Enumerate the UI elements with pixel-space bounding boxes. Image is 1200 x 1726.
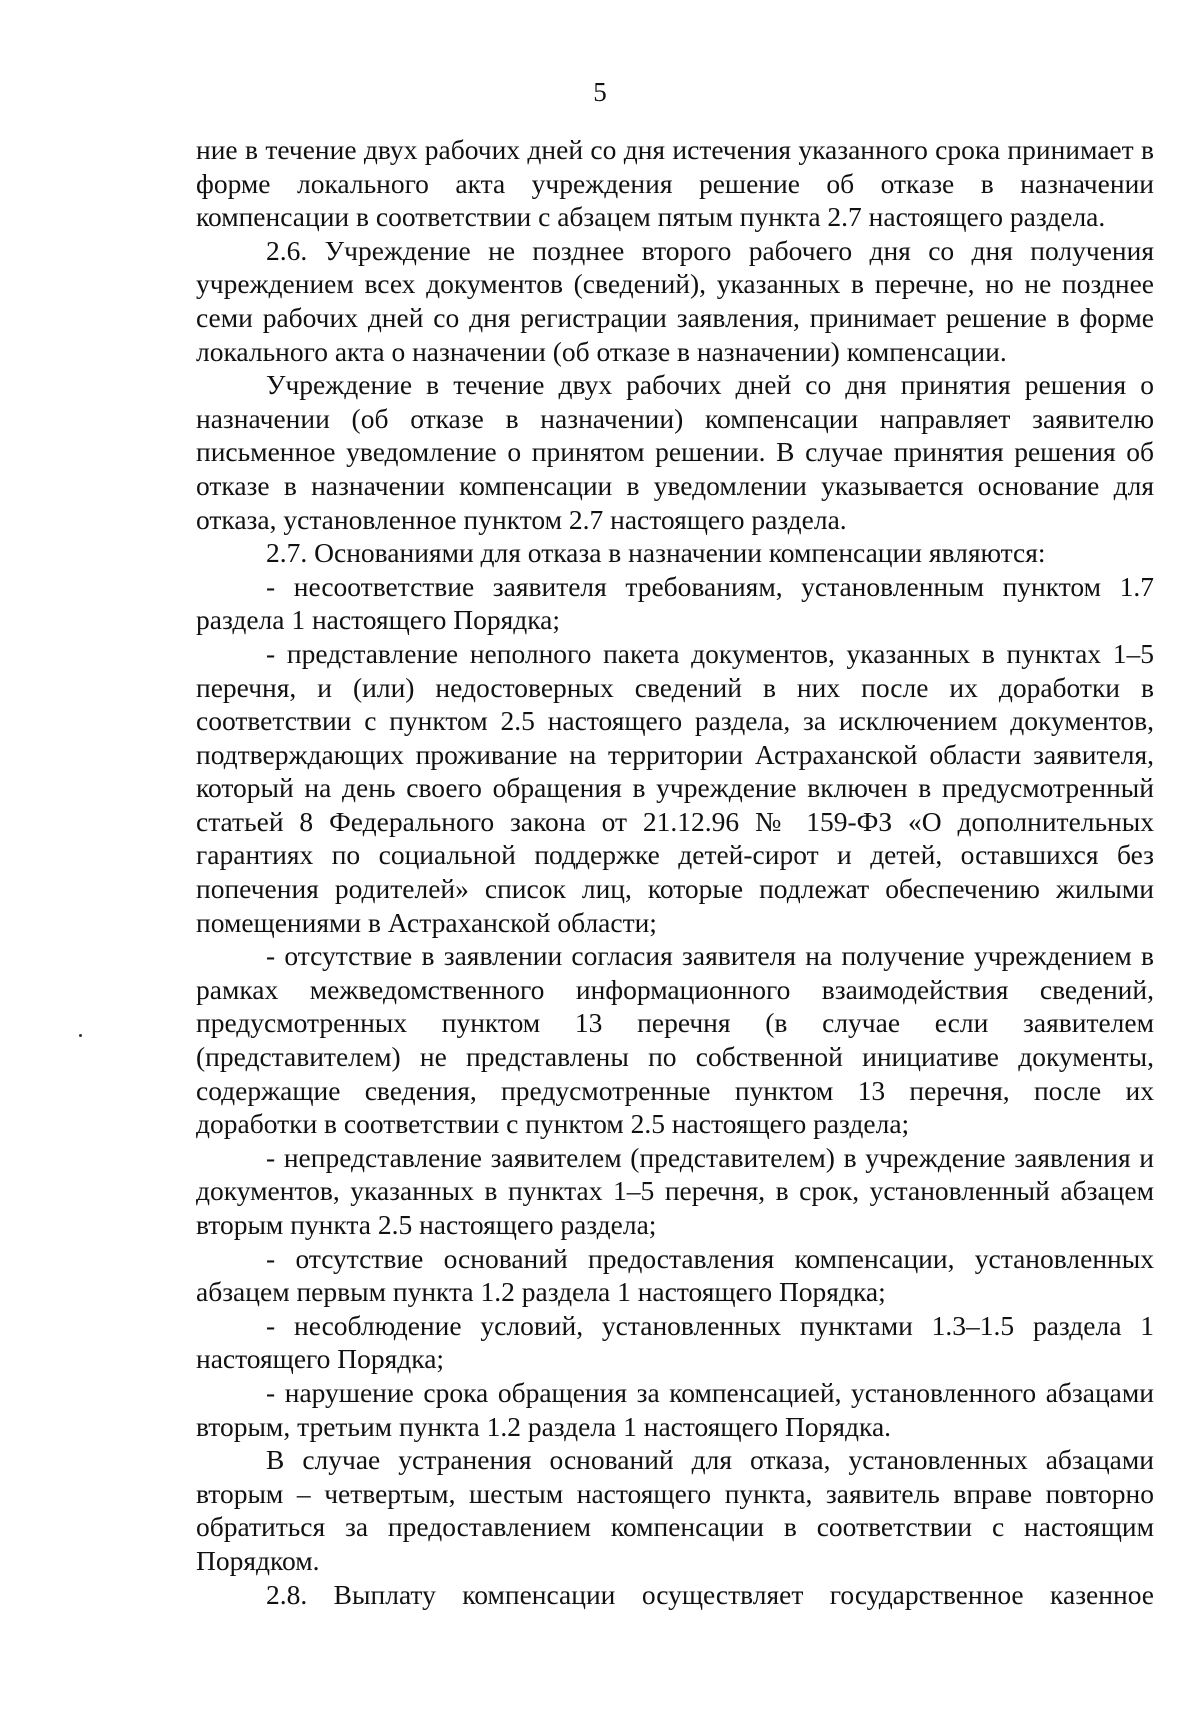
paragraph: - несоблюдение условий, установленных пунктами 1.3–1.5 раздела 1 настоящего Порядка; — [196, 1309, 1154, 1375]
paragraph: В случае устранения оснований для отказа, установленных абзацами вторым – четвертым, шестым настоящего пункта, заявитель вправе повторно обратиться за предоставлением компенсации в соответствии с настоящим Порядком. — [196, 1444, 1154, 1576]
scan-speck — [79, 1034, 82, 1037]
paragraph: - отсутствие оснований предоставления компенсации, установленных абзацем первым пункта 1.2 раздела 1 настоящего Порядка; — [196, 1242, 1154, 1308]
paragraph: - несоответствие заявителя требованиям, установленным пунктом 1.7 раздела 1 настоящего Порядка; — [196, 570, 1154, 636]
paragraph: - отсутствие в заявлении согласия заявителя на получение учреждением в рамках межведомственного информационного взаимодействия сведений, предусмотренных пунктом 13 перечня (в случае если заявителем (представителем) не представлены по собственной инициативе документы, содержащие сведения, предусмотренные пунктом 13 перечня, после их доработки в соответствии с пунктом 2.5 настоящего раздела; — [196, 940, 1154, 1140]
paragraph: - нарушение срока обращения за компенсацией, установленного абзацами вторым, третьим пункта 1.2 раздела 1 настоящего Порядка. — [196, 1376, 1154, 1442]
paragraph: 2.6. Учреждение не позднее второго рабочего дня со дня получения учреждением всех документов (сведений), указанных в перечне, но не позднее семи рабочих дней со дня регистрации заявления, принимает решение в форме локального акта о назначении (об отказе в назначении) компенсации. — [196, 234, 1154, 367]
paragraph: 2.7. Основаниями для отказа в назначении компенсации являются: — [266, 537, 1046, 569]
paragraph: - представление неполного пакета документов, указанных в пунктах 1–5 перечня, и (или) недостоверных сведений в них после их доработки в соответствии с пунктом 2.5 настоящего раздела, за исключением документов, подтверждающих проживание на территории Астраханской области заявителя, который на день своего обращения в учреждение включен в предусмотренный статьей 8 Федерального закона от 21.12.96 № 159-ФЗ «О дополнительных гарантиях по социальной поддержке детей-сирот и детей, оставшихся без попечения родителей» список лиц, которые подлежат обеспечению жилыми помещениями в Астраханской области; — [196, 637, 1154, 938]
paragraph: - непредставление заявителем (представителем) в учреждение заявления и документов, указанных в пунктах 1–5 перечня, в срок, установленный абзацем вторым пункта 2.5 настоящего раздела; — [196, 1141, 1154, 1240]
paragraph: ние в течение двух рабочих дней со дня истечения указанного срока принимает в форме локального акта учреждения решение об отказе в назначении компенсации в соответствии с абзацем пятым пункта 2.7 настоящего раздела. — [196, 134, 1154, 233]
document-body — [196, 133, 1154, 1611]
paragraph: 2.8. Выплату компенсации осуществляет государственное казенное — [266, 1578, 1154, 1610]
paragraph: Учреждение в течение двух рабочих дней со дня принятия решения о назначении (об отказе в назначении) компенсации направляет заявителю письменное уведомление о принятом решении. В случае принятия решения об отказе в назначении компенсации в уведомлении указывается основание для отказа, установленное пунктом 2.7 настоящего раздела. — [196, 369, 1154, 535]
page-number: 5 — [593, 77, 607, 107]
